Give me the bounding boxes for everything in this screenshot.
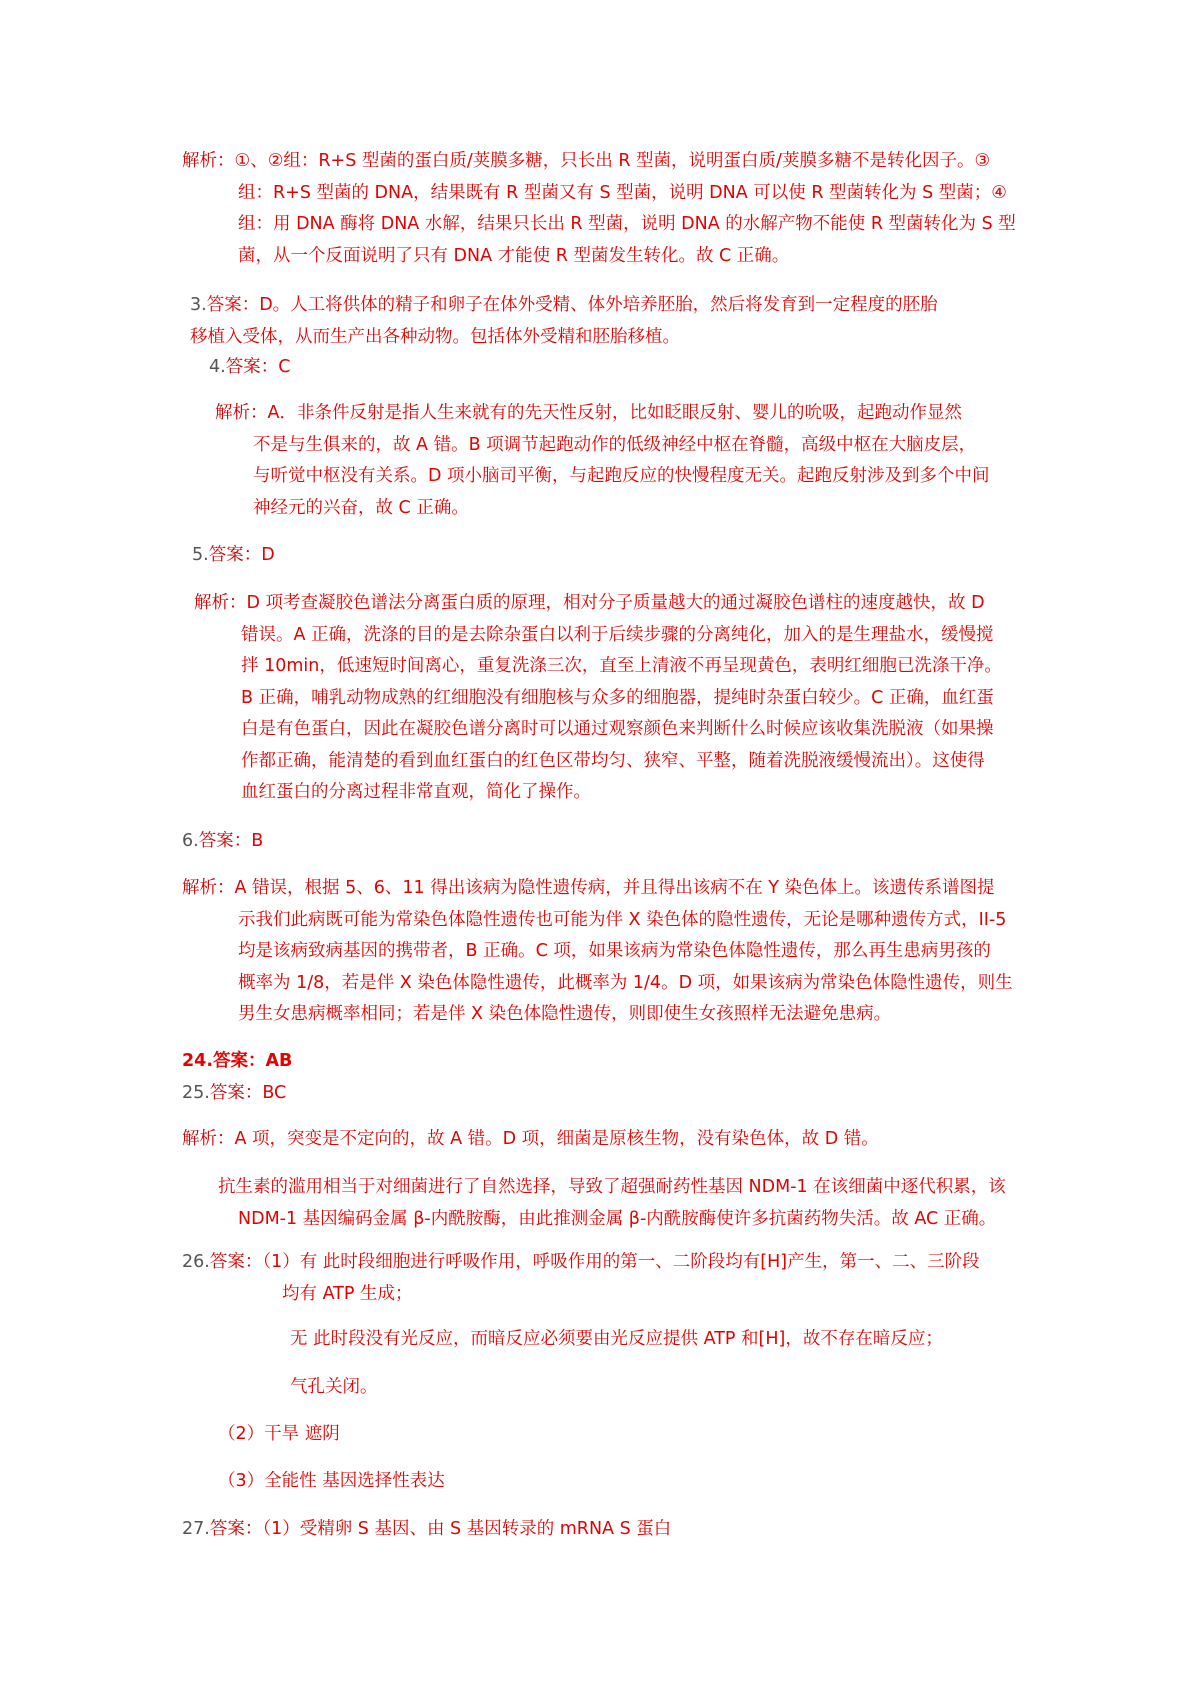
answer-26-line3 <box>290 1324 943 1356</box>
text-line: 组：用 DNA 酶将 DNA 水解，结果只长出 R 型菌，说明 DNA 的水解产物不能使 R 型菌转化为 S 型 <box>238 214 1016 234</box>
answer-26-line6 <box>218 1466 445 1498</box>
answer-label: 答案： <box>225 357 279 377</box>
text-line: 男生女患病概率相同；若是伴 X 染色体隐性遗传，则即使生女孩照样无法避免患病。 <box>238 1004 892 1024</box>
text-line: 血红蛋白的分离过程非常直观，简化了操作。 <box>241 782 591 802</box>
answer-line-5 <box>192 540 275 572</box>
text-line: ①、②组：R+S 型菌的蛋白质/荚膜多糖，只长出 R 型菌，说明蛋白质/荚膜多糖不是转化因子。③ <box>234 151 991 171</box>
text-line: B 正确，哺乳动物成熟的红细胞没有细胞核与众多的细胞器，提纯时杂蛋白较少。C 正确，血红蛋 <box>241 687 994 708</box>
analysis-label: 解析： <box>215 403 268 423</box>
analysis-label: 解析： <box>182 151 235 171</box>
question-number: 25. <box>182 1083 210 1103</box>
text-block-antibiotics <box>218 1172 1006 1235</box>
text-line: 示我们此病既可能为常染色体隐性遗传也可能为伴 X 染色体的隐性遗传，无论是哪种遗传方式，II-5 <box>238 909 1007 930</box>
answer-line-4 <box>209 352 290 384</box>
text-line: 均是该病致病基因的携带者，B 正确。C 项，如果该病为常染色体隐性遗传，那么再生患病男孩的 <box>238 941 991 961</box>
answer-line-6 <box>182 826 263 858</box>
answer-value: BC <box>262 1083 287 1103</box>
text-line: A 项，突变是不定向的，故 A 错。D 项，细菌是原核生物，没有染色体，故 D 错。 <box>234 1129 879 1149</box>
question-number: 4. <box>209 357 226 377</box>
question-number: 27. <box>182 1519 210 1539</box>
answer-block-27 <box>182 1514 671 1546</box>
answer-value: C <box>278 357 291 377</box>
answer-label: 答案： <box>208 545 262 565</box>
text-line: 无 此时段没有光反应，而暗反应必须要由光反应提供 ATP 和[H]，故不存在暗反应； <box>290 1329 943 1349</box>
text-line: 移植入受体，从而生产出各种动物。包括体外受精和胚胎移植。 <box>190 326 680 347</box>
question-number: 5. <box>192 545 209 565</box>
answer-label: 答案： <box>209 1519 263 1539</box>
answer-label: 答案： <box>209 1252 263 1272</box>
answer-block-26 <box>182 1247 980 1310</box>
text-line: （1）受精卵 S 基因、由 S 基因转录的 mRNA S 蛋白 <box>262 1519 672 1539</box>
analysis-block-5 <box>194 588 1002 809</box>
analysis-label: 解析： <box>182 1129 235 1149</box>
text-line: 气孔关闭。 <box>290 1377 378 1397</box>
analysis-label: 解析： <box>182 878 235 898</box>
text-line: 组：R+S 型菌的 DNA，结果既有 R 型菌又有 S 型菌，说明 DNA 可以使 R 型菌转化为 S 型菌；④ <box>238 182 1007 203</box>
analysis-block-7 <box>182 1124 879 1156</box>
text-line: 拌 10min，低速短时间离心，重复洗涤三次，直至上清液不再呈现黄色，表明红细胞已洗涤干净。 <box>241 656 1002 676</box>
question-number: 6. <box>182 831 199 851</box>
text-line: 菌，从一个反面说明了只有 DNA 才能使 R 型菌发生转化。故 C 正确。 <box>238 245 790 266</box>
answer-label: 答案： <box>198 831 252 851</box>
answer-line-24 <box>182 1046 292 1078</box>
analysis-block-4 <box>215 398 990 524</box>
question-number: 26. <box>182 1252 210 1272</box>
text-line: 与听觉中枢没有关系。D 项小脑司平衡，与起跑反应的快慢程度无关。起跑反射涉及到多个中间 <box>253 466 990 486</box>
text-line: 白是有色蛋白，因此在凝胶色谱分离时可以通过观察颜色来判断什么时候应该收集洗脱液（如果操 <box>241 719 994 739</box>
text-line: NDM-1 基因编码金属 β-内酰胺酶，由此推测金属 β-内酰胺酶使许多抗菌药物失活。故 AC 正确。 <box>238 1208 997 1229</box>
text-line: 概率为 1/8，若是伴 X 染色体隐性遗传，此概率为 1/4。D 项，如果该病为常染色体隐性遗传，则生 <box>238 972 1013 993</box>
text-line: 24.答案：AB <box>182 1051 293 1071</box>
text-line: A．非条件反射是指人生来就有的先天性反射，比如眨眼反射、婴儿的吮吸，起跑动作显然 <box>267 403 962 423</box>
text-line: （2）干旱 遮阴 <box>218 1424 340 1444</box>
answer-value: B <box>251 831 264 851</box>
text-line: 作都正确，能清楚的看到血红蛋白的红色区带均匀、狭窄、平整，随着洗脱液缓慢流出）。这使得 <box>241 750 985 771</box>
answer-block-3 <box>190 290 938 353</box>
text-line: 答案：D。人工将供体的精子和卵子在体外受精、体外培养胚胎，然后将发育到一定程度的胚胎 <box>206 295 938 315</box>
text-line: A 错误，根据 5、6、11 得出该病为隐性遗传病，并且得出该病不在 Y 染色体上。该遗传系谱图提 <box>234 878 995 898</box>
answer-value: D <box>261 545 275 565</box>
text-line: D 项考查凝胶色谱法分离蛋白质的原理，相对分子质量越大的通过凝胶色谱柱的速度越快，故 D <box>246 593 985 613</box>
text-line: 抗生素的滥用相当于对细菌进行了自然选择，导致了超强耐药性基因 NDM-1 在该细菌中逐代积累，该 <box>218 1177 1006 1197</box>
text-line: 错误。A 正确，洗涤的目的是去除杂蛋白以利于后续步骤的分离纯化，加入的是生理盐水，缓慢搅 <box>241 624 994 645</box>
text-line: （3）全能性 基因选择性表达 <box>218 1471 445 1491</box>
analysis-block-6 <box>182 873 1013 1031</box>
answer-26-line5 <box>218 1419 340 1451</box>
text-line: （1）有 此时段细胞进行呼吸作用，呼吸作用的第一、二阶段均有[H]产生，第一、二、三阶段 <box>262 1252 980 1272</box>
analysis-label: 解析： <box>194 593 247 613</box>
analysis-block-1 <box>182 146 1016 272</box>
answer-label: 答案： <box>209 1083 263 1103</box>
text-line: 均有 ATP 生成； <box>282 1283 413 1304</box>
text-line: 神经元的兴奋，故 C 正确。 <box>253 497 469 518</box>
answer-line-25 <box>182 1078 286 1110</box>
question-number: 3. <box>190 295 207 315</box>
text-line: 不是与生俱来的，故 A 错。B 项调节起跑动作的低级神经中枢在脊髓，高级中枢在大脑皮层， <box>253 434 977 455</box>
answer-26-line4 <box>290 1372 378 1404</box>
